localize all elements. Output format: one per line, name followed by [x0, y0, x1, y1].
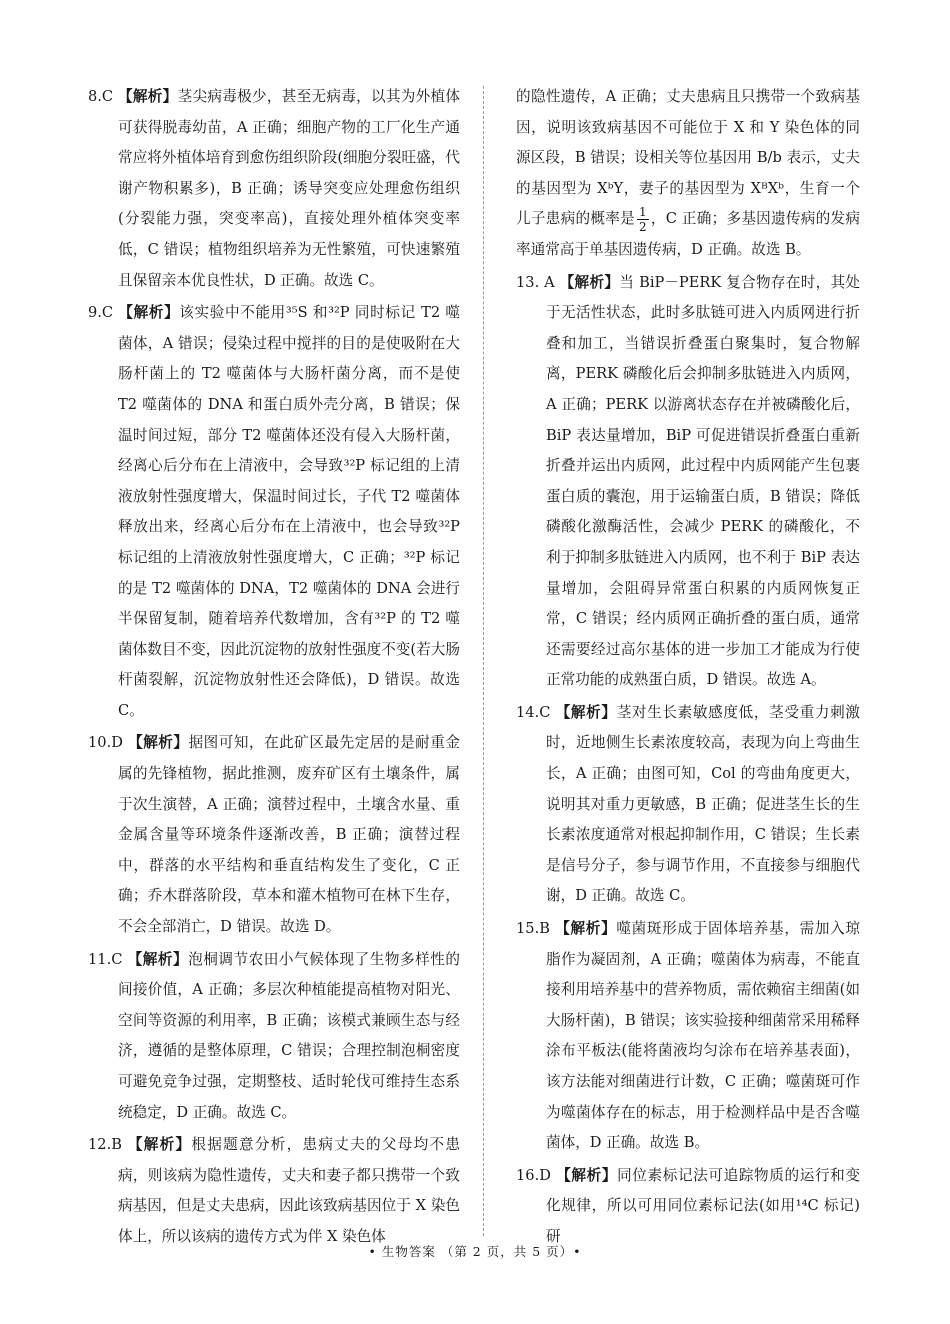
answer-item-15	[516, 914, 860, 1159]
answer-text: 当 BiP－PERK 复合物存在时，其处于无活性状态，此时多肽链可进入内质网进行折叠和加工，当错误折叠蛋白聚集时，复合物解离，PERK 磷酸化后会抑制多肽链进入内质网，A 正确；PERK 以游离状态存在并被磷酸化后，BiP 表达量增加，BiP 可促进错误折叠蛋白重新折叠并运出内质网，此过程中内质网能产生包裹蛋白质的囊泡，用于运输蛋白质，B 错误；降低磷酸化激酶活性，会减少 PERK 的磷酸化，不利于抑制多肽链进入内质网，也不利于 BiP 表达量增加，会阻碍异常蛋白积累的内质网恢复正常，C 错误；经内质网正确折叠的蛋白质，通常还需要经过高尔基体的进一步加工才能成为行使正常功能的成熟蛋白质，D 错误。故选 A。	[546, 273, 861, 689]
answer-number: 15.B	[516, 920, 550, 938]
answer-text: 噬菌斑形成于固体培养基，需加入琼脂作为凝固剂，A 正确；噬菌体为病毒，不能直接利用培养基中的营养物质，需依赖宿主细菌(如大肠杆菌)，B 错误；该实验接种细菌常采用稀释涂布平板法(能将菌液均匀涂布在培养基表面)，该方法能对细菌进行计数，C 正确；噬菌斑可作为噬菌体存在的标志，用于检测样品中是否含噬菌体，D 正确。故选 B。	[546, 920, 860, 1152]
answer-number: 10.D	[88, 734, 123, 752]
analysis-label: 【解析】	[127, 1136, 192, 1154]
answer-item-14	[516, 698, 860, 912]
analysis-label: 【解析】	[555, 920, 617, 938]
analysis-label: 【解析】	[128, 734, 189, 752]
answer-item-13	[516, 268, 860, 696]
answer-number: 16.D	[516, 1166, 551, 1184]
analysis-label: 【解析】	[559, 273, 620, 291]
left-column	[88, 82, 460, 1255]
answer-item-8	[88, 82, 460, 296]
answer-text: 茎尖病毒极少，甚至无病毒，以其为外植体可获得脱毒幼苗，A 正确；细胞产物的工厂化生产通常应将外植体培育到愈伤组织阶段(细胞分裂旺盛，代谢产物积累多)，B 正确；诱导突变应处理愈伤组织(分裂能力强，突变率高)，直接处理外植体突变率低，C 错误；植物组织培养为无性繁殖，可快速繁殖且保留亲本优良性状，D 正确。故选 C。	[118, 88, 460, 289]
answer-number: 9.C	[88, 304, 114, 322]
answer-text: 根据题意分析，患病丈夫的父母均不患病，则该病为隐性遗传，丈夫和妻子都只携带一个致病基因，但是丈夫患病，因此该致病基因位于 X 染色体上，所以该病的遗传方式为伴 X 染色体	[118, 1136, 460, 1245]
answer-text: 茎对生长素敏感度低，茎受重力刺激时，近地侧生长素浓度较高，表现为向上弯曲生长，A 正确；由图可知，Col 的弯曲角度更大，说明其对重力更敏感，B 正确；促进茎生长的生长素浓度通常对根起抑制作用，C 错误；生长素是信号分子，参与调节作用，不直接参与细胞代谢，D 正确。故选 C。	[546, 703, 860, 905]
right-column	[516, 82, 860, 1255]
answer-item-10	[88, 728, 460, 942]
analysis-label: 【解析】	[118, 304, 180, 322]
answer-text: 同位素标记法可追踪物质的运行和变化规律，所以可用同位素标记法(如用¹⁴C 标记)研	[546, 1166, 860, 1245]
analysis-label: 【解析】	[555, 703, 617, 721]
answer-text: 该实验中不能用³⁵S 和³²P 同时标记 T2 噬菌体，A 错误；侵染过程中搅拌的目的是使吸附在大肠杆菌上的 T2 噬菌体与大肠杆菌分离，而不是使 T2 噬菌体的 DNA 和蛋白质外壳分离，B 错误；保温时间过短，部分 T2 噬菌体还没有侵入大肠杆菌，经离心后分布在上清液中，会导致³²P 标记组的上清液放射性强度增大，保温时间过长，子代 T2 噬菌体释放出来，经离心后分布在上清液中，也会导致³²P 标记组的上清液放射性强度增大，C 正确；³²P 标记的是 T2 噬菌体的 DNA，T2 噬菌体的 DNA 会进行半保留复制，随着培养代数增加，含有³²P 的 T2 噬菌体数目不变，因此沉淀物的放射性强度不变(若大肠杆菌裂解，沉淀物放射性还会降低)，D 错误。故选 C。	[118, 304, 460, 719]
answer-number: 12.B	[88, 1136, 122, 1154]
fraction-one-half	[637, 205, 649, 234]
answer-item-12	[88, 1130, 460, 1252]
fraction-numerator: 1	[638, 204, 647, 219]
page-footer: • 生物答案 （第 2 页，共 5 页）•	[368, 1244, 582, 1259]
answer-item-11	[88, 945, 460, 1129]
analysis-label: 【解析】	[556, 1166, 618, 1184]
answer-text: 的隐性遗传，A 正确；丈夫患病且只携带一个致病基因，说明该致病基因不可能位于 X 和 Y 染色体的同源区段，B 错误；设相关等位基因用 B/b 表示，丈夫的基因型为 XᵇY，妻子的基因型为 XᴮXᵇ，生育一个儿子患病的概率是	[516, 88, 860, 228]
answer-number: 8.C	[88, 88, 114, 105]
answer-number: 11.C	[88, 950, 123, 968]
fraction-denominator: 2	[638, 219, 647, 234]
answer-text: 泡桐调节农田小气候体现了生物多样性的间接价值，A 正确；多层次种植能提高植物对阳光、空间等资源的利用率，B 正确；该模式兼顾生态与经济，遵循的是整体原理，C 错误；合理控制泡桐密度可避免竞争过强，定期整枝、适时轮伐可维持生态系统稳定，D 正确。故选 C。	[118, 950, 460, 1121]
answer-item-9	[88, 298, 460, 726]
answer-text: 据图可知，在此矿区最先定居的是耐重金属的先锋植物，据此推测，废弃矿区有土壤条件，属于次生演替，A 正确；演替过程中，土壤含水量、重金属含量等环境条件逐渐改善，B 正确；演替过程中，群落的水平结构和垂直结构发生了变化，C 正确；乔木群落阶段，草本和灌木植物可在林下生存，不会全部消亡，D 错误。故选 D。	[118, 734, 460, 936]
answer-item-12-continued	[516, 82, 860, 266]
analysis-label: 【解析】	[127, 950, 189, 968]
answer-number: 14.C	[516, 703, 551, 721]
analysis-label: 【解析】	[118, 88, 178, 105]
answer-item-16	[516, 1161, 860, 1253]
answer-number: 13. A	[516, 273, 555, 291]
column-divider	[483, 86, 484, 1236]
answer-text: ，C 正确；多基因遗传病的发病率通常高于单基因遗传病，D 正确。故选 B。	[516, 210, 860, 258]
